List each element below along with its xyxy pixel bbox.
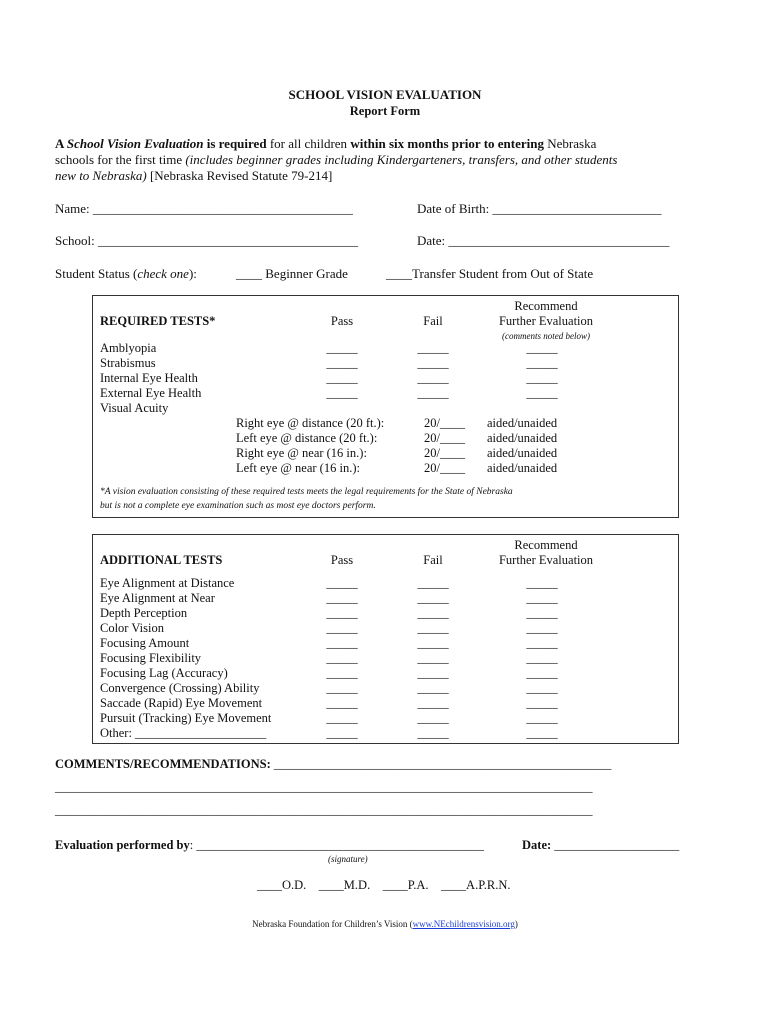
fail-blank[interactable]: _____ <box>417 636 449 650</box>
pass-column <box>312 341 372 401</box>
recommend-blank[interactable]: _____ <box>526 696 558 710</box>
intro-text: School Vision Evaluation <box>66 136 204 151</box>
pass-blank[interactable]: _____ <box>326 371 358 385</box>
fail-blank[interactable]: _____ <box>417 576 449 590</box>
comments-noted-note: (comments noted below) <box>502 331 590 341</box>
acuity-label: Right eye @ near (16 in.): <box>236 446 367 460</box>
intro-text: schools for the first time <box>55 152 186 167</box>
status-label-text: Student Status ( <box>55 266 138 281</box>
acuity-labels <box>236 416 384 476</box>
other-test-field[interactable]: Other: _____________________ <box>100 726 267 740</box>
status-hint: check one <box>137 266 189 281</box>
fail-blank[interactable]: _____ <box>417 341 449 355</box>
acuity-label: Right eye @ distance (20 ft.): <box>236 416 385 430</box>
status-suffix: ): <box>188 266 197 281</box>
pass-blank[interactable]: _____ <box>326 651 358 665</box>
footnote-line-2: but is not a complete eye examination such as most eye doctors perform. <box>100 501 376 511</box>
footer-link[interactable]: www.NEchildrensvision.org <box>412 919 515 929</box>
recommend-blank[interactable]: _____ <box>526 681 558 695</box>
test-label: Depth Perception <box>100 606 188 620</box>
pass-blank[interactable]: _____ <box>326 386 358 400</box>
acuity-value-field[interactable]: 20/____ <box>424 431 465 445</box>
pass-blank[interactable]: _____ <box>326 621 358 635</box>
intro-text: (includes beginner grades including Kindergarteners, transfers, and other students <box>185 152 618 167</box>
name-field[interactable]: Name: ________________________________________ <box>55 201 353 216</box>
credentials-options[interactable]: ____O.D. ____M.D. ____P.A. ____A.P.R.N. <box>257 878 511 892</box>
fail-blank[interactable]: _____ <box>417 356 449 370</box>
test-label: Visual Acuity <box>100 401 169 415</box>
comments-field[interactable]: ______________________________________________________ <box>273 757 612 771</box>
school-field[interactable]: School: ________________________________________ <box>55 233 358 248</box>
acuity-values <box>424 416 465 476</box>
recommend-blank[interactable]: _____ <box>526 666 558 680</box>
evaluator-label: Evaluation performed by <box>55 838 190 852</box>
test-label: Amblyopia <box>100 341 157 355</box>
further-evaluation-header: Further Evaluation <box>498 314 594 328</box>
date-field[interactable]: Date: __________________________________ <box>417 233 670 248</box>
date-of-birth-field[interactable]: Date of Birth: __________________________ <box>417 201 662 216</box>
fail-blank[interactable]: _____ <box>417 711 449 725</box>
evaluation-performed-by <box>55 838 484 853</box>
acuity-value-field[interactable]: 20/____ <box>424 461 465 475</box>
acuity-value-field[interactable]: 20/____ <box>424 416 465 430</box>
intro-line-2 <box>55 152 617 168</box>
comments-line-1 <box>55 757 611 772</box>
fail-blank[interactable]: _____ <box>417 591 449 605</box>
test-label: Eye Alignment at Near <box>100 591 215 605</box>
fail-blank[interactable]: _____ <box>417 666 449 680</box>
fail-blank[interactable]: _____ <box>417 651 449 665</box>
transfer-student-option[interactable]: ____Transfer Student from Out of State <box>386 266 594 281</box>
additional-tests-list <box>100 576 271 741</box>
fail-blank[interactable]: _____ <box>417 696 449 710</box>
signature-hint: (signature) <box>328 854 368 864</box>
recommend-blank[interactable]: _____ <box>526 356 558 370</box>
fail-header: Fail <box>423 553 443 567</box>
required-tests-heading: REQUIRED TESTS* <box>100 314 216 328</box>
recommend-blank[interactable]: _____ <box>526 591 558 605</box>
test-label: Convergence (Crossing) Ability <box>100 681 260 695</box>
fail-column <box>403 341 463 401</box>
intro-text: [Nebraska Revised Statute 79-214] <box>146 168 333 183</box>
footnote-line-1: *A vision evaluation consisting of these required tests meets the legal requirements for the State of Nebraska <box>100 487 513 497</box>
recommend-blank[interactable]: _____ <box>526 576 558 590</box>
recommend-column <box>512 576 572 741</box>
signature-date-field[interactable]: ____________________ <box>551 838 680 852</box>
fail-blank[interactable]: _____ <box>417 371 449 385</box>
beginner-grade-option[interactable]: ____ Beginner Grade <box>236 266 348 281</box>
pass-blank[interactable]: _____ <box>326 591 358 605</box>
additional-tests-heading: ADDITIONAL TESTS <box>100 553 223 567</box>
aided-unaided-option[interactable]: aided/unaided <box>487 431 558 445</box>
fail-blank[interactable]: _____ <box>417 726 449 740</box>
test-label: Internal Eye Health <box>100 371 198 385</box>
acuity-label: Left eye @ near (16 in.): <box>236 461 360 475</box>
recommend-blank[interactable]: _____ <box>526 371 558 385</box>
test-label: Focusing Amount <box>100 636 190 650</box>
pass-blank[interactable]: _____ <box>326 681 358 695</box>
pass-blank[interactable]: _____ <box>326 666 358 680</box>
intro-text: A <box>55 136 67 151</box>
intro-text: new to Nebraska) <box>55 168 147 183</box>
recommend-blank[interactable]: _____ <box>526 636 558 650</box>
fail-blank[interactable]: _____ <box>417 621 449 635</box>
signature-date <box>522 838 679 853</box>
test-label: Color Vision <box>100 621 164 635</box>
recommend-blank[interactable]: _____ <box>526 621 558 635</box>
page-title: SCHOOL VISION EVALUATION <box>288 87 482 102</box>
pass-blank[interactable]: _____ <box>326 696 358 710</box>
test-label: Focusing Flexibility <box>100 651 202 665</box>
signature-field[interactable]: : ______________________________________________ <box>189 838 484 852</box>
test-label: Eye Alignment at Distance <box>100 576 235 590</box>
pass-blank[interactable]: _____ <box>326 356 358 370</box>
intro-text: Nebraska <box>544 136 597 151</box>
recommend-blank[interactable]: _____ <box>526 651 558 665</box>
pass-blank[interactable]: _____ <box>326 606 358 620</box>
pass-blank[interactable]: _____ <box>326 726 358 740</box>
test-label: Strabismus <box>100 356 156 370</box>
footer <box>0 919 770 929</box>
recommend-header: Recommend <box>514 538 578 552</box>
signature-date-label: Date: <box>522 838 552 852</box>
student-status-label <box>55 266 197 282</box>
test-label: Focusing Lag (Accuracy) <box>100 666 228 680</box>
pass-blank[interactable]: _____ <box>326 711 358 725</box>
pass-header: Pass <box>330 553 354 567</box>
intro-text: for all children <box>266 136 351 151</box>
required-tests-list <box>100 341 201 416</box>
fail-column <box>403 576 463 741</box>
further-evaluation-header: Further Evaluation <box>498 553 594 567</box>
footer-close: ) <box>514 919 518 929</box>
comments-label: COMMENTS/RECOMMENDATIONS: <box>55 757 271 771</box>
recommend-blank[interactable]: _____ <box>526 341 558 355</box>
recommend-header: Recommend <box>514 299 578 313</box>
fail-blank[interactable]: _____ <box>417 606 449 620</box>
pass-blank[interactable]: _____ <box>326 576 358 590</box>
aided-unaided-option[interactable]: aided/unaided <box>487 446 558 460</box>
recommend-column <box>512 341 572 401</box>
fail-header: Fail <box>423 314 443 328</box>
recommend-blank[interactable]: _____ <box>526 711 558 725</box>
intro-text: is required <box>203 136 267 151</box>
intro-line-1 <box>55 136 596 152</box>
recommend-blank[interactable]: _____ <box>526 386 558 400</box>
pass-blank[interactable]: _____ <box>326 341 358 355</box>
intro-line-3 <box>55 168 332 184</box>
test-label: Saccade (Rapid) Eye Movement <box>100 696 263 710</box>
test-label: External Eye Health <box>100 386 202 400</box>
aided-unaided-option[interactable]: aided/unaided <box>487 416 558 430</box>
test-label: Pursuit (Tracking) Eye Movement <box>100 711 272 725</box>
recommend-blank[interactable]: _____ <box>526 726 558 740</box>
aided-options <box>487 416 557 476</box>
intro-text: within six months prior to entering <box>350 136 544 151</box>
comments-field[interactable]: ______________________________________________________________________________________ <box>55 803 593 817</box>
acuity-label: Left eye @ distance (20 ft.): <box>236 431 378 445</box>
footer-text: Nebraska Foundation for Children’s Vision ( <box>252 919 413 929</box>
acuity-value-field[interactable]: 20/____ <box>424 446 465 460</box>
pass-blank[interactable]: _____ <box>326 636 358 650</box>
fail-blank[interactable]: _____ <box>417 681 449 695</box>
pass-header: Pass <box>330 314 354 328</box>
pass-column <box>312 576 372 741</box>
recommend-blank[interactable]: _____ <box>526 606 558 620</box>
fail-blank[interactable]: _____ <box>417 386 449 400</box>
aided-unaided-option[interactable]: aided/unaided <box>487 461 558 475</box>
comments-field[interactable]: ______________________________________________________________________________________ <box>55 780 593 794</box>
page-subtitle: Report Form <box>349 104 421 118</box>
